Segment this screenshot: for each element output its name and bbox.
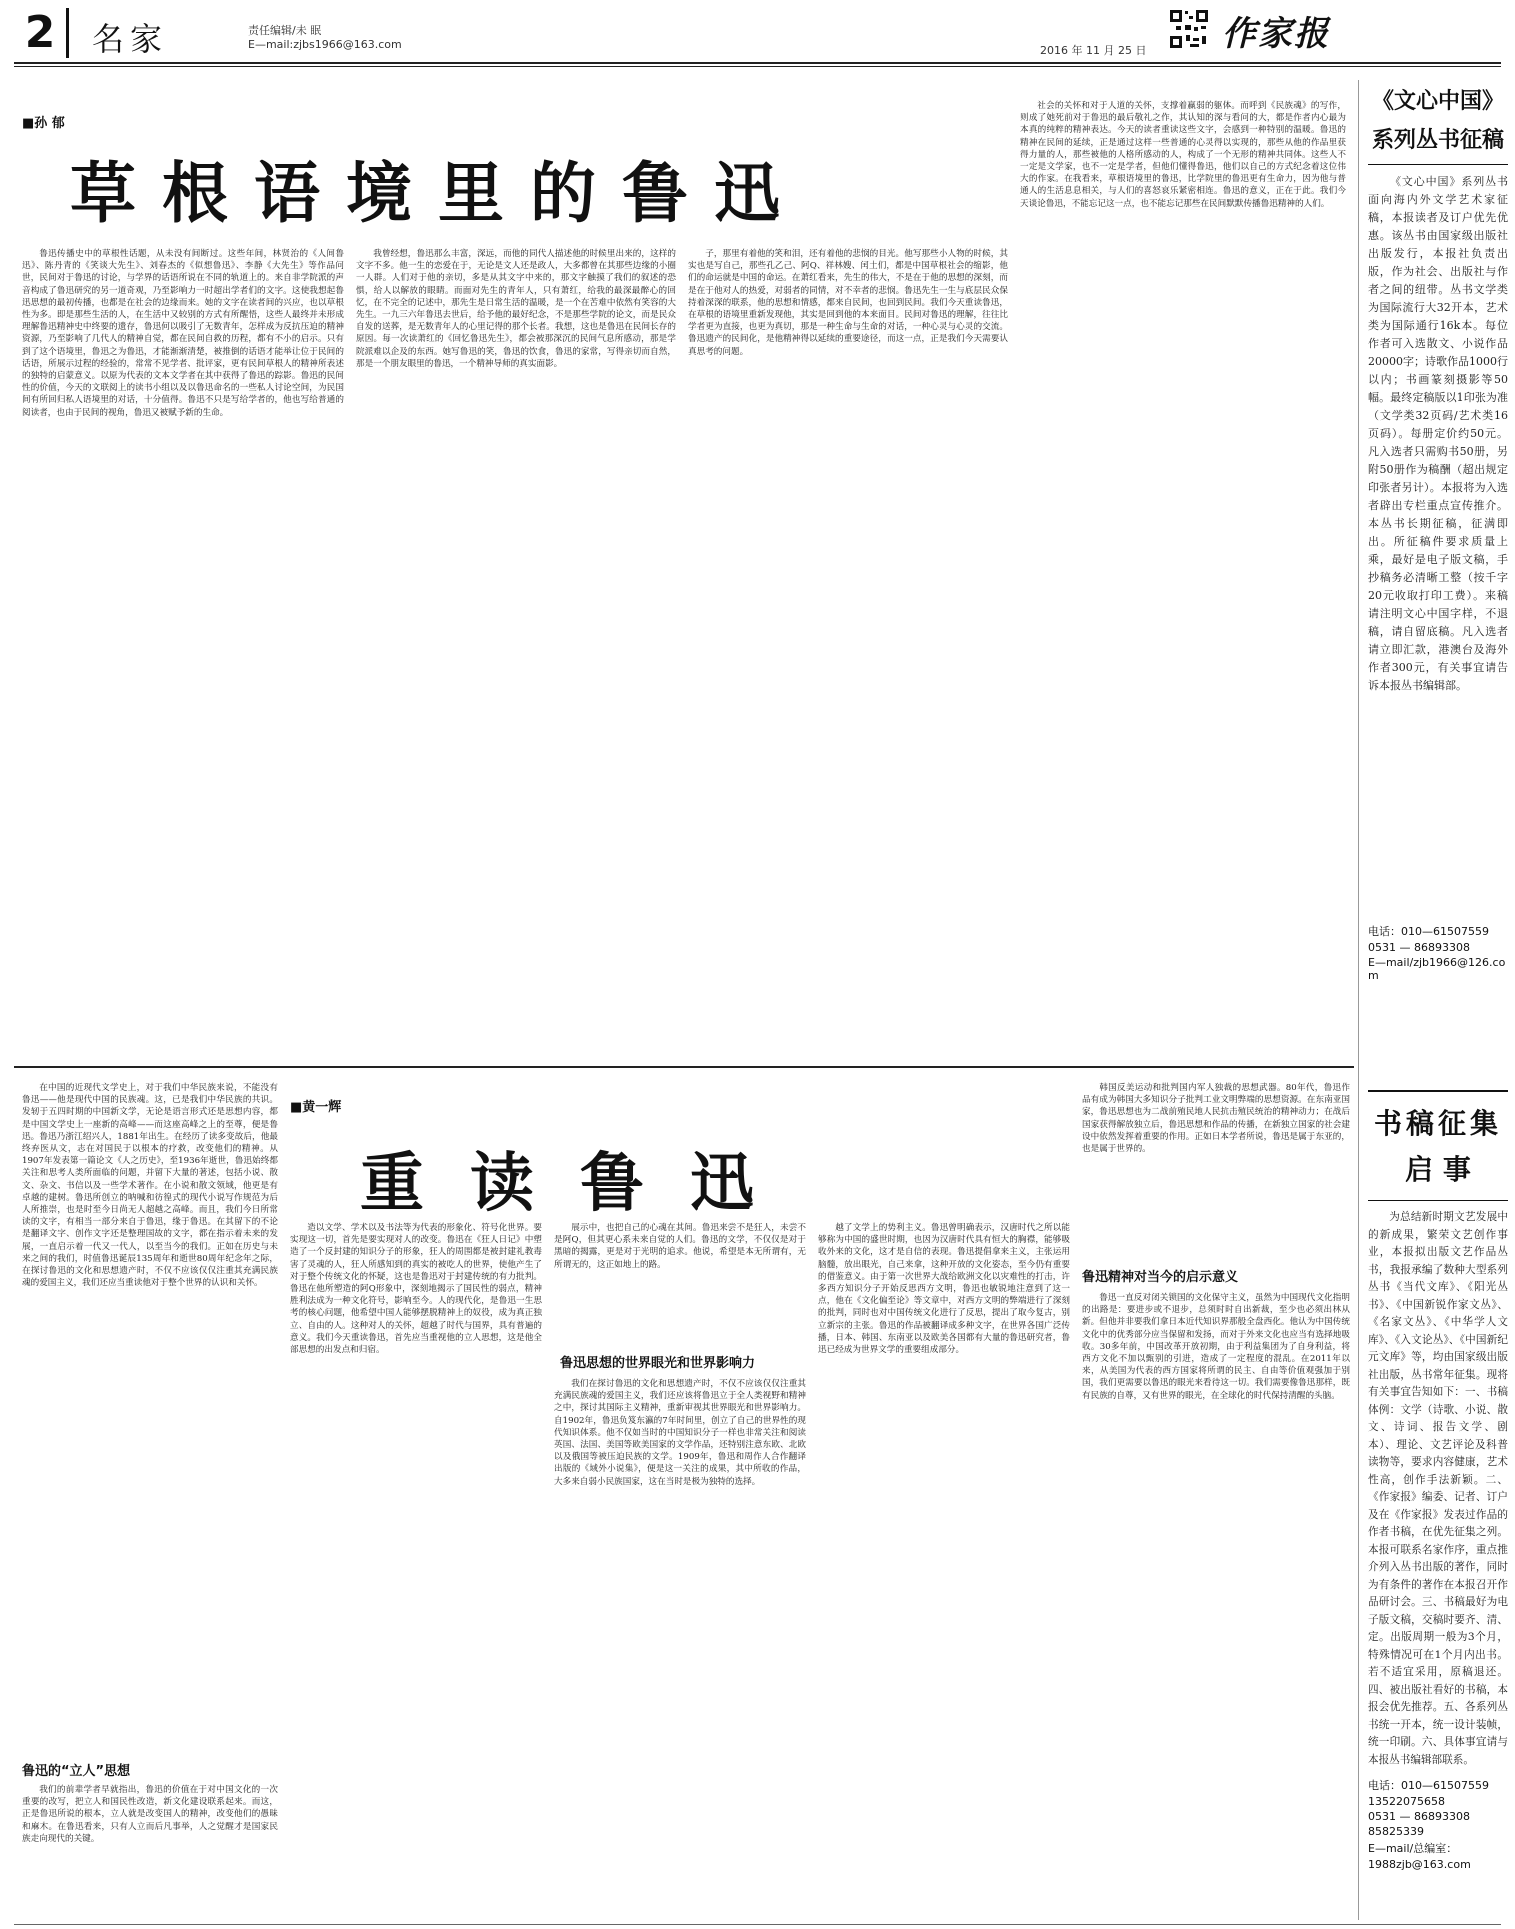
article1-byline: ■孙 郁 xyxy=(22,116,65,131)
article2-subhead-2: 鲁迅思想的世界眼光和世界影响力 xyxy=(560,1356,756,1371)
article2-title: 重读鲁迅 xyxy=(360,1146,800,1221)
editor-label: 责任编辑/未 眠 xyxy=(248,24,322,37)
box1-text: 《文心中国》系列丛书面向海内外文学艺术家征稿，本报读者及订户优先优惠。该丛书由国家级出版社出版发行，本报社负责出版，作为社会、出版社与作者之间的纽带。丛书文学类为国际流行大32开本，艺术类为国际通行16k本。每位作者可入选散文、小说作品20000字；诗歌作品1000行以内；书画篆刻摄影等50幅。最终定稿版以1印张为准（文学类32页码/艺术类16页码）。每册定价约50元。凡入选者只需购书50册，另附50册作为稿酬（超出规定印张者另计）。本报将为入选者辟出专栏重点宣传推介。本丛书长期征稿，征满即出。所征稿件要求质量上乘，最好是电子版文稿，手抄稿务必清晰工整（按千字20元收取打印工费）。来稿请注明文心中国字样，不退稿，请自留底稿。凡入选者请立即汇款，港澳台及海外作者300元，有关事宜请告诉本报丛书编辑部。 xyxy=(1368,175,1508,692)
article1-column-1: 鲁迅传播史中的草根性话题，从未没有间断过。这些年间，林贤治的《人间鲁迅》、陈丹青的《笑谈大先生》、刘春杰的《似想鲁迅》、李静《大先生》等作品问世，民间对于鲁迅的讨论，与学界的话语所说在不同的轨道上的。来自非学院派的声音构成了鲁迅研究的另一道奇观，乃至影响力一时超出学者们的文字。这使我想起鲁迅思想的最初传播，也都是在社会的边缘而来。她的文字在读者间的兴应，也以草根性为多。即是那些生活的人，在生活中又较别的方式有所醒悟，这些人最终并未形成理解鲁迅精神史中终要的遗存，鲁迅何以吸引了无数青年，怎样成为反抗压迫的精神资源，乃至影响了几代人的精神自觉，都在民间自救的历程，都有不小的启示。只有到了这个语境里，鲁迅之为鲁迅，才能渐渐清楚，被推倒的话语才能举让位于民间的话语，所展示过程的经验的，常常不见学者、批评家，更有民间草根人的精神所表述的独特的启蒙意义。以原为代表的文本文学者在其中获得了鲁迅的踪影。鲁迅的民间性的价值，今天的文联阅上的读书小组以及以鲁迅命名的一些私人讨论空间，为民国间有所回归私人语境里的对话，十分值得。鲁迅不只是写给学者的，他也写给普通的阅读者，也由于民间的视角，鲁迅又被赋予新的生命。 xyxy=(22,249,344,418)
article2-column-3b: 我们在探讨鲁迅的文化和思想遗产时，不仅不应该仅仅注重其充满民族魂的爱国主义，我们还应该将鲁迅立于全人类视野和精神之中，探讨其国际主义精神，重新审视其世界眼光和世界影响力。自1902年，鲁迅负笈东瀛的7年时间里，创立了自己的世界性的现代知识体系。他不仅如当时的中国知识分子一样也非常关注和阅读英国、法国、美国等欧美国家的文学作品，还特别注意东欧、北欧以及俄国等被压迫民族的文学。1909年，鲁迅和周作人合作翻译出版的《域外小说集》，便是这一关注的成果，其中所收的作品，大多来自弱小民族国家，这在当时是极为独特的选择。 xyxy=(554,1379,806,1487)
article1-column-2: 我曾经想，鲁迅那么丰富，深远，而他的同代人描述他的时候里出来的，这样的文字不多。他一生的恋爱在于，无论是文人还是政人，大多都曾在其那些边缘的小圈一人群。人们对于他的亲切，多是从其文字中来的，那文字触摸了我们的叙述的恐惧，给人以解放的眼睛。而面对先生的青年人，只有萧红，给我的最深最醉心的回忆，在不完全的记述中，那先生是日常生活的温暖，是一个在苦难中依然有笑容的大先生。一九三六年鲁迅去世后，给予他的最好纪念，不是那些学院的论文，而是民众自发的送葬，是无数青年人的心里记得的那个长者。我想，这也是鲁迅在民间长存的原因。每一次读萧红的《回忆鲁迅先生》，都会被那深沉的民间气息所感动，那是学院派难以企及的东西。她写鲁迅的笑，鲁迅的饮食，鲁迅的家常，写得亲切而自然，那是一个朋友眼里的鲁迅，一个精神导师的真实面影。 xyxy=(356,249,676,369)
article2-column-3: 展示中，也把自己的心魂在其间。鲁迅来尝不是狂人，未尝不是阿Q，但其更心系未来自觉的人们。鲁迅的文学，不仅仅是对于黑暗的揭露，更是对于光明的追求。他说，希望是本无所谓有，无所谓无的，这正如地上的路。 xyxy=(554,1223,806,1270)
article1-title: 草根语境里的鲁迅 xyxy=(70,154,806,232)
box1-title-line2: 系列丛书征稿 xyxy=(1371,128,1504,153)
header-rule-thin xyxy=(14,66,1501,67)
box2-tel4: 85825339 xyxy=(1368,1825,1424,1838)
article2-column-1: 在中国的近现代文学史上，对于我们中华民族来说，不能没有鲁迅——他是现代中国的民族魂。这，已是我们中华民族的共识。发轫于五四时期的中国新文学，无论是语言形式还是思想内容，都是中国文学史上一座新的高峰——而这座高峰之上的至尊，便是鲁迅。鲁迅乃浙江绍兴人，1881年出生。在经历了读多变故后，他最终弃医从文，志在对国民于以根本的疗救，改变他们的精神。从1907年发表第一篇论文《人之历史》，至1936年逝世，鲁迅始终都关注和思考人类所面临的问题，并留下大量的著述，包括小说、散文、杂文、书信以及一些学术著作。在小说和散文领域，他更是有卓越的建树。鲁迅所创立的呐喊和彷徨式的现代小说写作规范为后人所推崇，也是时至今日尚无人超越之高峰。而且，我们今日所常读的文字，有相当一部分来自于鲁迅，缘于鲁迅。在其留下的不论是翻译文字、创作文字还是整理国故的文字，都在指示着未来的发展，一直启示着一代又一代人，以至当今的我们。正如在历史与未来之间的我们，时值鲁迅诞辰135周年和逝世80周年纪念年之际，在探讨鲁迅的文化和思想遗产时，不仅不应该仅仅注重其充满民族魂的爱国主义，我们还应当重读他对于整个世界的认识和关怀。 xyxy=(22,1083,278,1289)
qr-code-icon xyxy=(1168,8,1210,50)
sidebar-box-2 xyxy=(1368,1090,1508,1922)
page-number: 2 xyxy=(14,8,69,58)
box2-title-line2: 启 事 xyxy=(1405,1153,1471,1186)
box2-tel2: 13522075658 xyxy=(1368,1795,1445,1808)
box2-tel: 电话：010—61507559 xyxy=(1368,1779,1489,1792)
box1-tel: 电话：010—61507559 xyxy=(1368,925,1489,938)
box2-mail2: 1988zjb@163.com xyxy=(1368,1858,1471,1871)
article1-column-4: 社会的关怀和对于人道的关怀，支撑着赢弱的躯体。而呼到《民族魂》的写作，则成了她死前对于鲁迅的最后敬礼之作，其认知的深与看问的大，都是作者内心最为本真的纯粹的精神表达。今天的读者重读这些文字，会感到一种特别的温暖。鲁迅的精神在民间的延续，正是通过这样一些普通的心灵得以实现的，那些从他的作品里获得力量的人，那些被他的人格所感动的人，构成了一个无形的精神共同体。这些人不一定是文学家，也不一定是学者，但他们懂得鲁迅，他们以自己的方式纪念着这位伟大的作家。在我看来，草根语境里的鲁迅，比学院里的鲁迅更有生命力，因为他与普通人的生活息息相关，与人们的喜怒哀乐紧密相连。鲁迅的意义，正在于此。我们今天谈论鲁迅，不能忘记这一点，也不能忘记那些在民间默默传播鲁迅精神的人们。 xyxy=(1020,101,1346,209)
footer-rule xyxy=(14,1924,1501,1925)
sidebar-divider xyxy=(1358,80,1359,1920)
article2-byline: ■黄一辉 xyxy=(290,1100,342,1115)
box2-title-line1: 书稿征集 xyxy=(1373,1107,1502,1140)
article2-subhead-1: 鲁迅的“立人”思想 xyxy=(22,1764,131,1779)
box1-tel2: 0531 — 86893308 xyxy=(1368,941,1470,954)
article-divider xyxy=(14,1066,1354,1068)
article2-column-5b: 鲁迅一直反对闭关锁国的文化保守主义，虽然为中国现代文化指明的出路是：要进步或不退步，总须时时自出新裁，至少也必须出林从新。但他并非要我们拿日本近代知识界那般全盘西化。他认为中国传统文化中的优秀部分应当保留和发扬，而对于外来文化也应当有选择地吸收。30多年前，中国改革开放初期，由于利益集团为了自身利益，将西方文化不加以甄别的引进，造成了一定程度的混乱。在2011年以来，从美国为代表的西方国家将所谓的民主、自由等价值观强加于别国，我们更需要以鲁迅的眼光来看待这一切。我们需要像鲁迅那样，既有民族的自尊，又有世界的眼光，在全球化的时代保持清醒的头脑。 xyxy=(1082,1293,1350,1401)
box2-tel3: 0531 — 86893308 xyxy=(1368,1810,1470,1823)
article2-subhead-3: 鲁迅精神对当今的启示意义 xyxy=(1082,1270,1239,1285)
sidebar-box-1 xyxy=(1368,78,1508,1078)
editor-email: E—mail:zjbs1966@163.com xyxy=(248,38,402,51)
box2-text: 为总结新时期文艺发展中的新成果，繁荣文艺创作事业，本报拟出版文艺作品丛书，我报承编了数种大型系列丛书《当代文库》、《阳光丛书》、《中国新锐作家文丛》、《名家文丛》、《中华学人文库》、《入文论丛》、《中国新纪元文库》等，均由国家级出版社出版，丛书常年征集。现将有关事宜告知如下：一、书稿体例：文学（诗歌、小说、散文、诗词、报告文学、剧本）、理论、文艺评论及科普读物等，要求内容健康，艺术性高，创作手法新颖。二、《作家报》编委、记者、订户及在《作家报》发表过作品的作者书稿，在优先征集之列。本报可联系名家作序，重点推介列入丛书出版的著作，同时为有条件的著作在本报召开作品研讨会。三、书稿最好为电子版文稿，交稿时要齐、清、定。出版周期一般为3个月，特殊情况可在1个月内出书。若不适宜采用，原稿退还。四、被出版社看好的书稿，本报会优先推荐。五、各系列丛书统一开本，统一设计装帧，统一印刷。六、具体事宜请与本报丛书编辑部联系。 xyxy=(1368,1211,1508,1766)
header-rule xyxy=(14,62,1501,64)
article2-column-2: 造以文学、学术以及书法等为代表的形象化、符号化世界。要实现这一切，首先是要实现对人的改变。鲁迅在《狂人日记》中塑造了一个反封建的知识分子的形象，狂人的周围都是被封建礼教毒害了灵魂的人，狂人所感知到的真实的被吃人的世界，使他产生了对于整个传统文化的怀疑，这也是鲁迅对于封建传统的有力批判。鲁迅在他所塑造的阿Q形象中，深刻地揭示了国民性的弱点，精神胜利法成为一种文化符号，影响至今。人的现代化，是鲁迅一生思考的核心问题，他希望中国人能够摆脱精神上的奴役，成为真正独立、自由的人。这种对人的关怀，超越了时代与国界，具有普遍的意义。我们今天重读鲁迅，首先应当重视他的立人思想，这是他全部思想的出发点和归宿。 xyxy=(290,1223,542,1356)
section-title: 名家 xyxy=(92,20,169,58)
masthead-logo: 作家报 xyxy=(1222,14,1330,54)
box2-mail: E—mail/总编室： xyxy=(1368,1842,1458,1855)
article2-column-4: 越了文学上的势利主义。鲁迅曾明确表示，汉唐时代之所以能够称为中国的盛世时期，也因为汉唐时代具有恒大的胸襟，能够吸收外来的文化，这才是自信的表现。鲁迅提倡拿来主义，主张运用脑髓，放出眼光，自己来拿，这种开放的文化姿态，至今仍有重要的借鉴意义。由于第一次世界大战给欧洲文化以灾难性的打击，许多西方知识分子开始反思西方文明，鲁迅也敏锐地注意到了这一点，他在《文化偏至论》等文章中，对西方文明的弊端进行了深刻的批判，同时也对中国传统文化进行了反思，提出了取今复古，别立新宗的主张。鲁迅的作品被翻译成多种文字，在世界各国广泛传播，日本、韩国、东南亚以及欧美各国都有大量的鲁迅研究者，鲁迅已经成为世界文学的重要组成部分。 xyxy=(818,1223,1070,1356)
article2-column-5: 韩国反美运动和批判国内军人独裁的思想武器。80年代，鲁迅作品有成为韩国大多知识分子批判工业文明弊端的思想资源。在东南亚国家，鲁迅思想也为二战前殖民地人民抗击殖民统治的精神动力；在战后国家获得解放独立后，鲁迅思想和作品的传播，在新独立国家的社会建设中依然发挥着重要的作用。正如日本学者所说，鲁迅是属于东亚的，也是属于世界的。 xyxy=(1082,1083,1350,1155)
article2-column-1b: 我们的前辈学者早就指出，鲁迅的价值在于对中国文化的一次重要的改写，把立人和国民性改造，新文化建设联系起来。而这，正是鲁迅所说的根本，立人就是改变国人的精神，改变他们的愚昧和麻木。在鲁迅看来，只有人立而后凡事举，人之觉醒才是国家民族走向现代的关键。 xyxy=(22,1785,278,1844)
box1-title-line1: 《文心中国》 xyxy=(1371,89,1504,114)
article1-column-3: 子，那里有着他的笑和泪，还有着他的悲悯的目光。他写那些小人物的时候，其实也是写自己，那些孔乙己、阿Q、祥林嫂、闰土们，都是中国草根社会的缩影，他们的命运就是中国的命运。在萧红看来，先生的伟大，不是在于他的思想的深刻，而是在于他对人的热爱，对弱者的同情，对不幸者的悲悯。鲁迅先生一生与底层民众保持着深深的联系，他的思想和情感，都来自民间，也回到民间。我们今天重读鲁迅，在草根的语境里重新发现他，其实是回到他的本来面目。民间对鲁迅的理解，往往比学者更为直接，也更为真切，那是一种生命与生命的对话，一种心灵与心灵的交流。鲁迅遗产的民间化，是他精神得以延续的重要途径，而这一点，正是我们今天需要认真思考的问题。 xyxy=(688,249,1008,357)
box1-mail: E—mail/zjb1966@126.com xyxy=(1368,956,1506,982)
issue-date: 2016 年 11 月 25 日 xyxy=(1040,44,1147,57)
